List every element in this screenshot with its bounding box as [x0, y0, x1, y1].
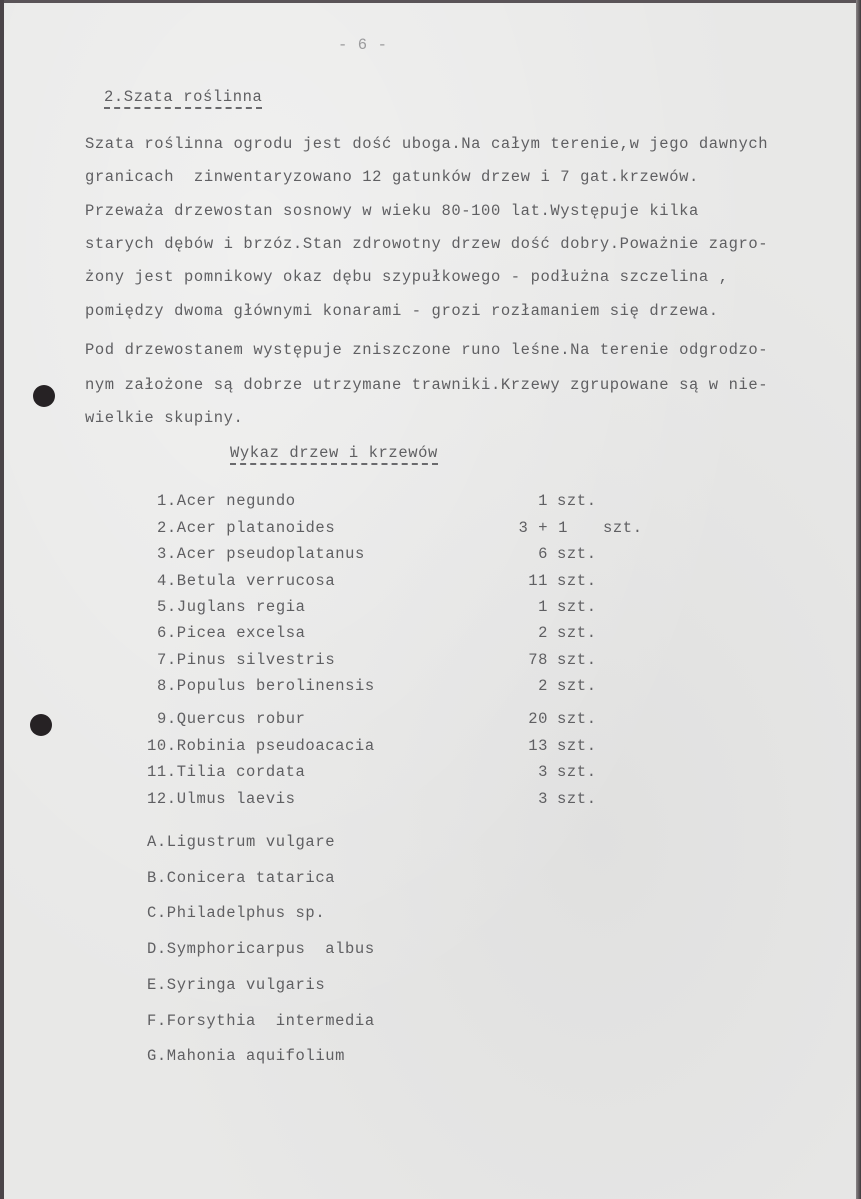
tree-count: 3 — [538, 790, 548, 808]
tree-unit: szt. — [557, 492, 597, 510]
tree-name: 3.Acer pseudoplatanus — [157, 545, 365, 563]
tree-count: 3 + 1 — [518, 519, 568, 537]
tree-name: 11.Tilia cordata — [147, 763, 306, 781]
tree-unit: szt. — [557, 763, 597, 781]
paragraph-line: Pod drzewostanem występuje zniszczone runo leśne.Na terenie odgrodzo- — [85, 341, 769, 359]
paragraph-line: Przeważa drzewostan sosnowy w wieku 80-100 lat.Występuje kilka — [85, 202, 699, 220]
paragraph-line: Szata roślinna ogrodu jest dość uboga.Na całym terenie,w jego dawnych — [85, 135, 769, 153]
paragraph-line: starych dębów i brzóz.Stan zdrowotny drzew dość dobry.Poważnie zagro- — [85, 235, 769, 253]
paragraph-line: nym założone są dobrze utrzymane trawniki.Krzewy zgrupowane są w nie- — [85, 376, 769, 394]
tree-unit: szt. — [557, 545, 597, 563]
tree-unit: szt. — [557, 651, 597, 669]
tree-count: 1 — [538, 492, 548, 510]
tree-count: 3 — [538, 763, 548, 781]
tree-count: 78 — [528, 651, 548, 669]
shrub-item: G.Mahonia aquifolium — [147, 1047, 346, 1065]
paragraph-line: pomiędzy dwoma głównymi konarami - grozi rozłamaniem się drzewa. — [85, 302, 719, 320]
tree-name: 5.Juglans regia — [157, 598, 306, 616]
inventory-title — [230, 444, 438, 462]
scan-edge-top — [0, 0, 861, 3]
tree-name: 6.Picea excelsa — [157, 624, 306, 642]
inventory-title-text: Wykaz drzew i krzewów — [230, 444, 438, 465]
paragraph-line: granicach zinwentaryzowano 12 gatunków drzew i 7 gat.krzewów. — [85, 168, 699, 186]
shrub-item: F.Forsythia intermedia — [147, 1012, 375, 1030]
tree-unit: szt. — [557, 598, 597, 616]
tree-name: 9.Quercus robur — [157, 710, 306, 728]
tree-unit: szt. — [557, 737, 597, 755]
shrub-item: B.Conicera tatarica — [147, 869, 336, 887]
tree-unit: szt. — [557, 572, 597, 590]
tree-unit: szt. — [557, 710, 597, 728]
tree-count: 2 — [538, 624, 548, 642]
scan-edge-right — [856, 0, 861, 1199]
tree-unit: szt. — [557, 677, 597, 695]
shrub-item: C.Philadelphus sp. — [147, 904, 326, 922]
tree-count: 6 — [538, 545, 548, 563]
page-number: - 6 - — [338, 36, 388, 54]
tree-unit: szt. — [557, 790, 597, 808]
section-title-text: 2.Szata roślinna — [104, 88, 262, 109]
punch-hole-icon — [30, 714, 52, 736]
tree-name: 8.Populus berolinensis — [157, 677, 375, 695]
tree-count: 2 — [538, 677, 548, 695]
tree-unit: szt. — [603, 519, 643, 537]
tree-count: 1 — [538, 598, 548, 616]
tree-count: 20 — [528, 710, 548, 728]
punch-hole-icon — [33, 385, 55, 407]
scan-edge-left — [0, 0, 4, 1199]
paragraph-line: wielkie skupiny. — [85, 409, 244, 427]
paragraph-line: żony jest pomnikowy okaz dębu szypułkowego - podłużna szczelina , — [85, 268, 729, 286]
shrub-item: A.Ligustrum vulgare — [147, 833, 336, 851]
tree-name: 12.Ulmus laevis — [147, 790, 296, 808]
tree-name: 2.Acer platanoides — [157, 519, 336, 537]
tree-count: 13 — [528, 737, 548, 755]
tree-name: 7.Pinus silvestris — [157, 651, 336, 669]
section-title — [104, 88, 262, 106]
tree-name: 1.Acer negundo — [157, 492, 296, 510]
tree-name: 4.Betula verrucosa — [157, 572, 336, 590]
shrub-item: D.Symphoricarpus albus — [147, 940, 375, 958]
shrub-item: E.Syringa vulgaris — [147, 976, 326, 994]
tree-unit: szt. — [557, 624, 597, 642]
tree-name: 10.Robinia pseudoacacia — [147, 737, 375, 755]
tree-count: 11 — [528, 572, 548, 590]
